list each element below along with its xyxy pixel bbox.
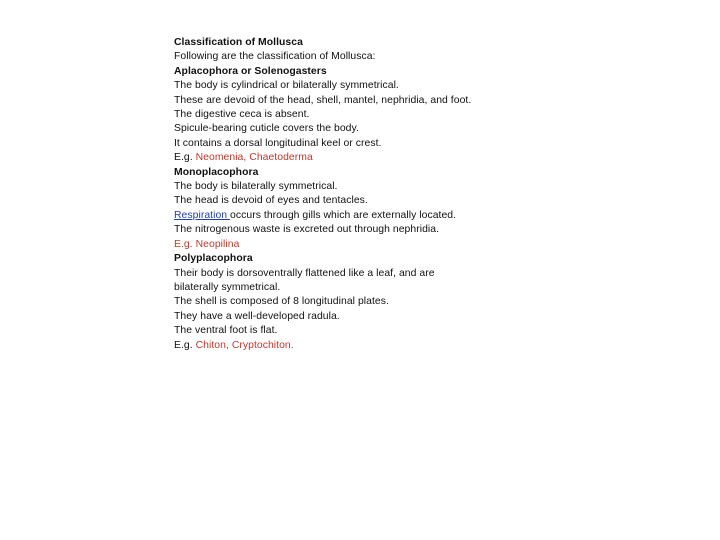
point-text: Their body is dorsoventrally flattened like a leaf, and are bilaterally symmetrical. (174, 267, 435, 293)
point-text: The body is cylindrical or bilaterally symmetrical. (174, 80, 399, 92)
point-text: The head is devoid of eyes and tentacles. (174, 195, 368, 207)
point-text: The body is bilaterally symmetrical. (174, 181, 338, 193)
point-text: The shell is composed of 8 longitudinal plates. (174, 296, 389, 308)
point-text: They have a well-developed radula. (174, 310, 340, 322)
example-line-aplacophora (174, 151, 504, 165)
example-line-polyplacophora (174, 339, 504, 353)
point-text: The ventral foot is flat. (174, 325, 278, 337)
respiration-link[interactable]: Respiration (174, 209, 231, 221)
point-text: It contains a dorsal longitudinal keel or crest. (174, 137, 382, 149)
section-heading-polyplacophora: Polyplacophora (174, 253, 253, 265)
respiration-line (174, 209, 504, 223)
example-prefix: E.g. (174, 152, 196, 164)
intro-text: Following are the classification of Mollusca: (174, 51, 376, 63)
point-text: Spicule-bearing cuticle covers the body. (174, 123, 359, 135)
document-body (174, 36, 504, 353)
section-heading-aplacophora: Aplacophora or Solenogasters (174, 65, 327, 77)
example-prefix: E.g. (174, 339, 196, 351)
point-text: The nitrogenous waste is excreted out through nephridia. (174, 224, 440, 236)
document-title: Classification of Mollusca (174, 37, 303, 48)
point-text: The digestive ceca is absent. (174, 109, 310, 121)
example-line-monoplacophora: E.g. Neopilina (174, 238, 240, 250)
section-heading-monoplacophora: Monoplacophora (174, 166, 259, 178)
example-species: Chiton, Cryptochiton. (195, 339, 294, 351)
respiration-rest-text: occurs through gills which are externally located. (230, 209, 457, 221)
example-species: Neomenia, Chaetoderma (195, 152, 313, 164)
point-text: These are devoid of the head, shell, mantel, nephridia, and foot. (174, 94, 472, 106)
